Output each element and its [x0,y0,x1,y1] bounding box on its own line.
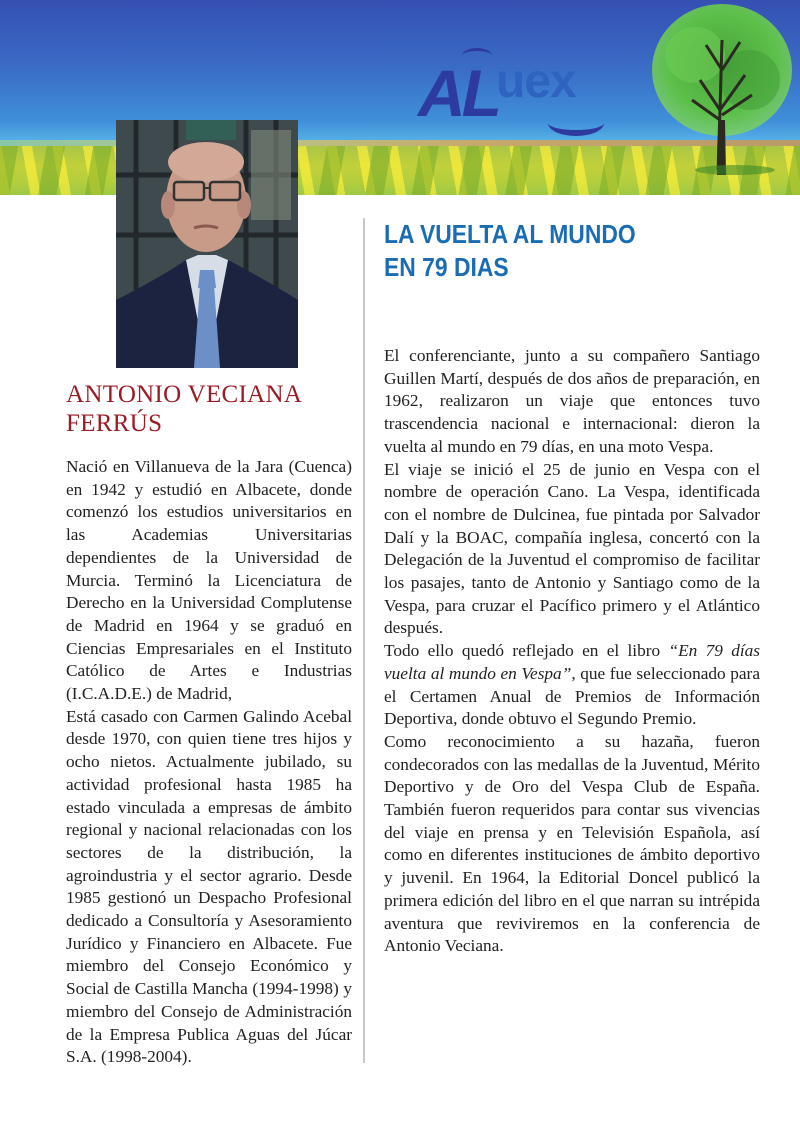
article-paragraph: El conferenciante, junto a su compañero Santiago Guillen Martí, después de dos años de preparación, en 1962, realizaron un viaje que entonces tuvo trascendencia nacional e internacional: dieron la vuelta al mundo en 79 días, en una moto Vespa. [384,346,760,456]
speaker-photo [116,120,298,368]
article-title-line2: EN 79 DIAS [384,252,509,282]
tree-icon [640,0,800,175]
bio-paragraph: Nació en Villanueva de la Jara (Cuenca) en 1942 y estudió en Albacete, donde comenzó los estudios universitarios en las Academias Universitarias dependientes de la Universidad de Murcia. Terminó la Licenciatura de Derecho en la Universidad Complutense de Madrid en 1964 y se graduó en Ciencias Empresariales en el Instituto Católico de Artes e Industrias (I.C.A.D.E.) de Madrid, [66,457,352,704]
logo-text-uex: uex [496,55,576,108]
article-text: Todo ello quedó reflejado en el libro [384,641,669,661]
article-title-line1: LA VUELTA AL MUNDO [384,219,636,249]
aluex-logo [418,52,638,132]
speaker-name [66,380,356,438]
article-paragraph [384,640,760,731]
logo-text-al: AL [418,56,498,130]
logo-smile-arc-icon [548,110,604,136]
article-paragraph: El viaje se inició el 25 de junio en Vespa con el nombre de operación Cano. La Vespa, identificada con el nombre de Dulcinea, fue pintada por Salvador Dalí y la BOAC, compañía inglesa, concertó con la Delegación de la Juventud el compromiso de facilitar los pasajes, tanto de Antonio y Santiago como de la Vespa, para cruzar el Pacífico primero y el Atlántico después. [384,459,760,638]
article-paragraph: Como reconocimiento a su hazaña, fueron condecorados con las medallas de la Juventud, Mérito Deportivo y de Oro del Vespa Club de España. También fueron requeridos para contar sus vivencias del viaje en prensa y en Televisión Española, así como en diferentes instituciones de ámbito deportivo y juvenil. En 1964, la Editorial Doncel publicó la primera edición del libro en el que narran su intrépida aventura que reviviremos en la conferencia de Antonio Veciana. [384,731,760,956]
book-title: “En 79 días vuelta al mundo en Vespa” [384,641,760,683]
speaker-name-line2: FERRÚS [66,410,163,437]
portrait-photo [116,120,298,368]
article-title [384,218,674,284]
article-text: , que fue seleccionado para el Certamen Anual de Premios de Información Deportiva, donde obtuvo el Segundo Premio. [384,663,760,729]
speaker-name-line1: ANTONIO VECIANA [66,381,303,408]
column-divider [363,218,365,1063]
article-body [384,345,760,958]
bio-paragraph: Está casado con Carmen Galindo Acebal desde 1970, con quien tiene tres hijos y ocho nietos. Actualmente jubilado, su actividad profesional hasta 1985 ha estado vinculada a empresas de ámbito regional y nacional relacionadas con los sectores de la distribución, la agroindustria y el sector agrario. Desde 1985 gestionó un Despacho Profesional dedicado a Consultoría y Asesoramiento Jurídico y Financiero en Albacete. Fue miembro del Consejo Económico y Social de Castilla Mancha (1994-1998) y miembro del Consejo de Administración de la Empresa Publica Aguas del Júcar S.A. (1998-2004). [66,706,352,1067]
speaker-bio [66,456,352,1069]
